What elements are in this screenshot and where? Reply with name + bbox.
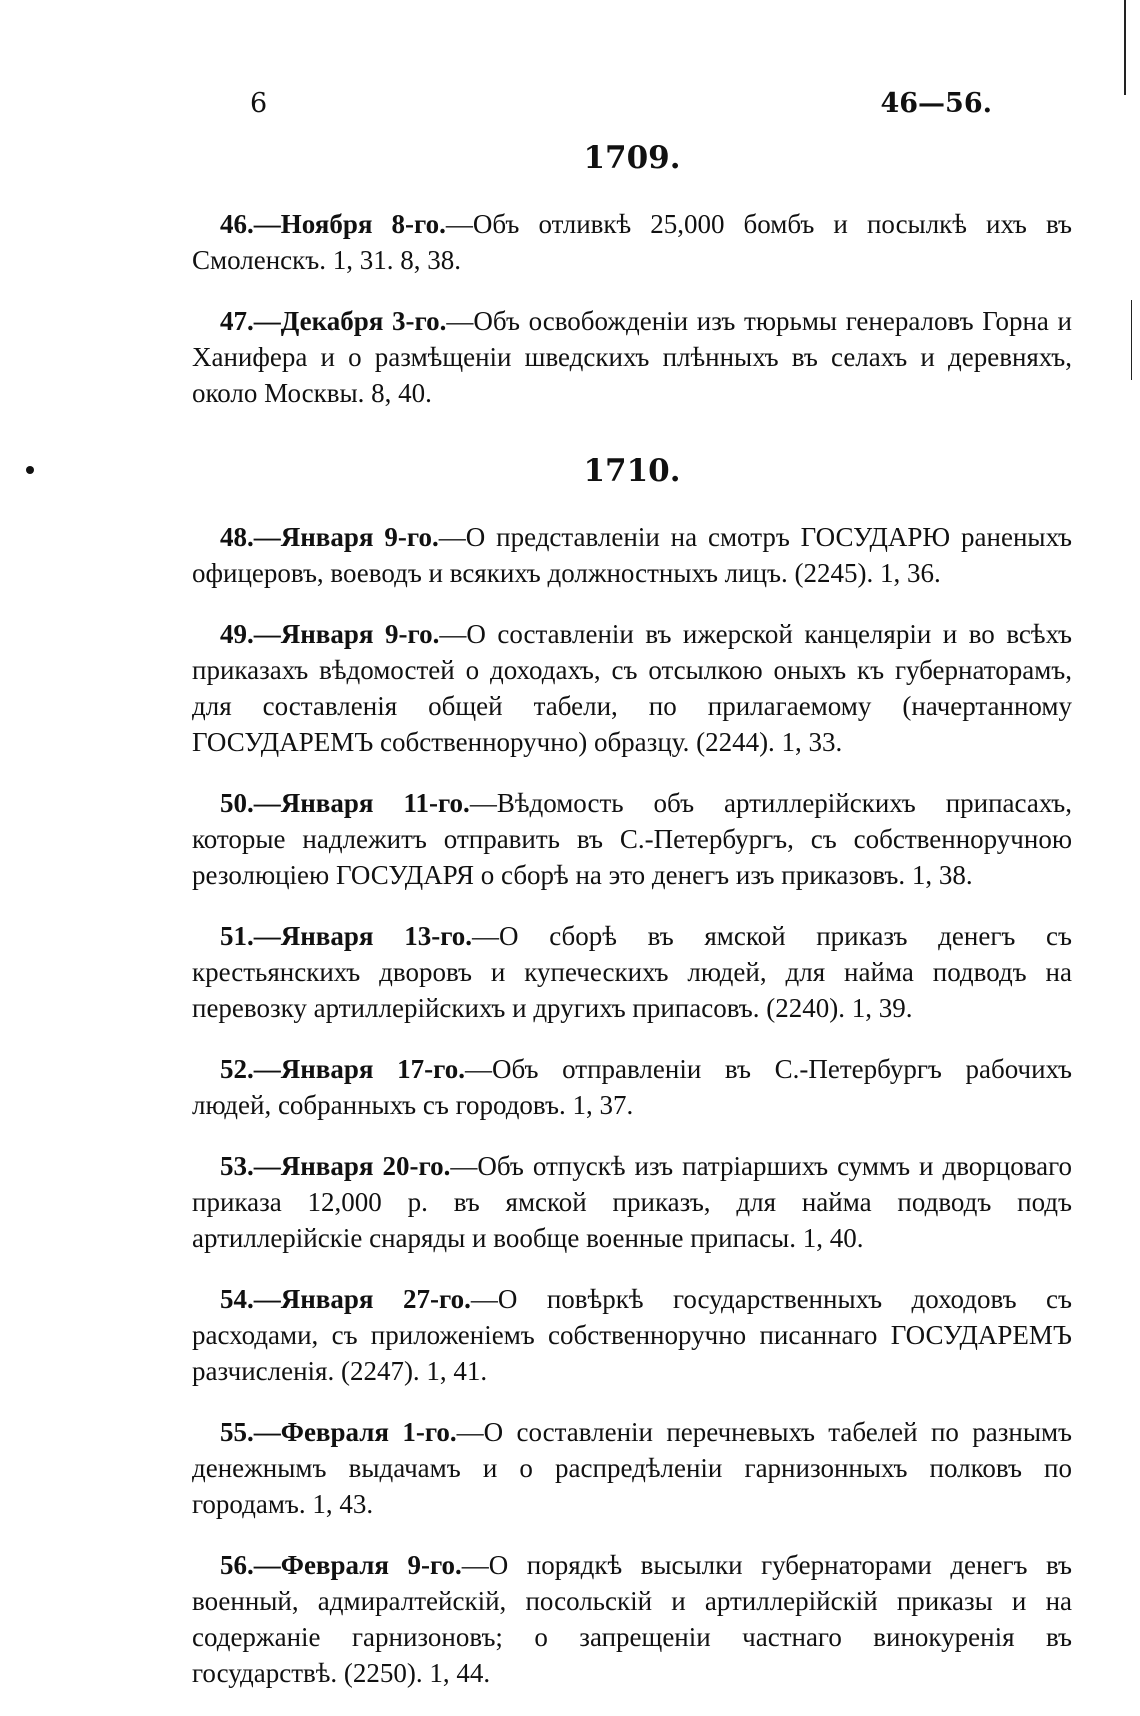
entry-lead: 48.—Января 9-го.	[220, 522, 439, 552]
entry-text: —О составленіи въ ижерской канцеляріи и во всѣхъ приказахъ вѣдомостей о доходахъ, съ отсылкою оныхъ къ губернаторамъ, для составленія общей табели, по прилагаемому (начертанному ГОСУДАРЕМЪ собственноручно) образцу. (2244). 1, 33.	[192, 619, 1072, 757]
entry-54	[192, 1281, 1072, 1389]
entry-lead: 46.—Ноября 8-го.	[220, 209, 446, 239]
entry-text: —О повѣркѣ государственныхъ доходовъ съ расходами, съ приложеніемъ собственноручно писаннаго ГОСУДАРЕМЪ разчисленія. (2247). 1, 41.	[192, 1284, 1072, 1386]
entry-lead: 47.—Декабря 3-го.	[220, 306, 447, 336]
entry-lead: 50.—Января 11-го.	[220, 788, 470, 818]
year-heading: 1709.	[583, 140, 681, 176]
entry-lead: 56.—Февраля 9-го.	[220, 1550, 462, 1580]
entry-50	[192, 785, 1072, 893]
entry-lead: 54.—Января 27-го.	[220, 1284, 471, 1314]
entry-47	[192, 303, 1072, 411]
entry-49	[192, 616, 1072, 760]
scan-edge-line	[1131, 300, 1132, 380]
entry-text: —Вѣдомость объ артиллерійскихъ припасахъ, которые надлежитъ отправить въ С.-Петербургъ, съ собственноручною резолюціею ГОСУДАРЯ о сборѣ на это денегъ изъ приказовъ. 1, 38.	[192, 788, 1072, 890]
entry-51	[192, 918, 1072, 1026]
entry-46	[192, 206, 1072, 278]
entry-53	[192, 1148, 1072, 1256]
entry-text: —Объ отливкѣ 25,000 бомбъ и посылкѣ ихъ въ Смоленскъ. 1, 31. 8, 38.	[192, 209, 1072, 275]
entry-52	[192, 1051, 1072, 1123]
entry-range: 46—56.	[880, 88, 992, 119]
page-number: 6	[250, 88, 268, 119]
entry-lead: 55.—Февраля 1-го.	[220, 1417, 457, 1447]
year-heading: 1710.	[583, 453, 681, 489]
entry-text: —Объ освобожденіи изъ тюрьмы генераловъ Горна и Ханифера и о размѣщеніи шведскихъ плѣнныхъ въ селахъ и деревняхъ, около Москвы. 8, 40.	[192, 306, 1072, 408]
entry-56	[192, 1547, 1072, 1691]
entry-55	[192, 1414, 1072, 1522]
entry-lead: 53.—Января 20-го.	[220, 1151, 451, 1181]
entry-text: —О составленіи перечневыхъ табелей по разнымъ денежнымъ выдачамъ и о распредѣленіи гарнизонныхъ полковъ по городамъ. 1, 43.	[192, 1417, 1073, 1519]
entry-text: —О сборѣ въ ямской приказъ денегъ съ крестьянскихъ дворовъ и купеческихъ людей, для найма подводъ на перевозку артиллерійскихъ и другихъ припасовъ. (2240). 1, 39.	[192, 921, 1072, 1023]
scan-speck	[26, 466, 34, 474]
entry-text: —Объ отправленіи въ С.-Петербургъ рабочихъ людей, собранныхъ съ городовъ. 1, 37.	[192, 1054, 1072, 1120]
entry-lead: 52.—Января 17-го.	[220, 1054, 465, 1084]
page-content	[192, 140, 1072, 1716]
entry-text: —О представленіи на смотръ ГОСУДАРЮ раненыхъ офицеровъ, воеводъ и всякихъ должностныхъ лицъ. (2245). 1, 36.	[192, 522, 1073, 588]
entry-lead: 49.—Января 9-го.	[220, 619, 440, 649]
entry-text: —Объ отпускѣ изъ патріаршихъ суммъ и дворцоваго приказа 12,000 р. въ ямской приказъ, для найма подводъ подъ артиллерійскіе снаряды и вообще военные припасы. 1, 40.	[192, 1151, 1073, 1253]
entry-48	[192, 519, 1072, 591]
scan-edge-line	[1124, 0, 1126, 95]
entry-lead: 51.—Января 13-го.	[220, 921, 473, 951]
entry-text: —О порядкѣ высылки губернаторами денегъ въ военный, адмиралтейскій, посольскій и артиллерійскій приказы и на содержаніе гарнизоновъ; о запрещеніи частнаго винокуренія въ государствѣ. (2250). 1, 44.	[192, 1550, 1072, 1688]
